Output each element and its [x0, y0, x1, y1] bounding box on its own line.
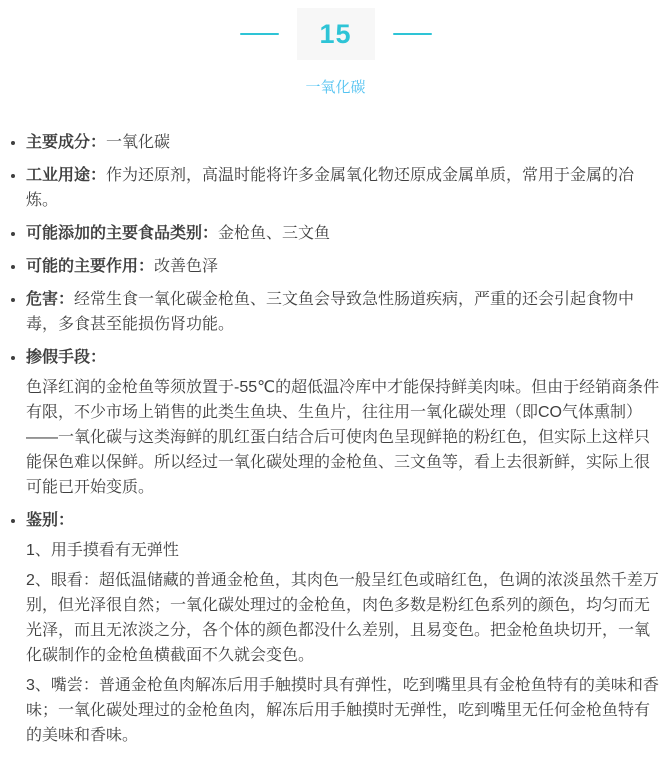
bullet-label: 主要成分：: [26, 134, 107, 151]
chapter-number: 15: [319, 18, 352, 49]
bullet-text: 经常生食一氧化碳金枪鱼、三文鱼会导致急性肠道疾病，严重的还会引起食物中毒，多食甚至能损伤肾功能。: [26, 291, 635, 333]
paragraph: 2、眼看：超低温储藏的普通金枪鱼，其肉色一般呈红色或暗红色，色调的浓淡虽然千差万别，但光泽很自然；一氧化碳处理过的金枪鱼，肉色多数是粉红色系列的颜色，均匀而无光泽，而且无浓淡之分，各个体的颜色都没什么差别，且易变色。把金枪鱼块切开，一氧化碳制作的金枪鱼横截面不久就会变色。: [26, 572, 659, 664]
bullet-item-food-categories: [26, 221, 663, 246]
paragraph: 1、用手摸看有无弹性: [26, 542, 179, 559]
section-subtitle: 一氧化碳: [305, 79, 366, 96]
chapter-header: [0, 8, 671, 60]
heading-dash-left: [240, 33, 279, 35]
bullet-label: 掺假手段：: [26, 349, 107, 366]
bullet-item-harm: [26, 287, 663, 337]
bullet-text: 改善色泽: [154, 258, 219, 275]
bullet-item-main-ingredient: [26, 130, 663, 155]
heading-dash-right: [393, 33, 432, 35]
bullet-label: 可能添加的主要食品类别：: [26, 225, 219, 242]
bullet-text: 作为还原剂，高温时能将许多金属氧化物还原成金属单质，常用于金属的冶炼。: [26, 167, 635, 209]
bullet-list: [8, 130, 663, 748]
paragraph: 色泽红润的金枪鱼等须放置于-55℃的超低温冷库中才能保持鲜美肉味。但由于经销商条件有限，不少市场上销售的此类生鱼块、生鱼片，往往用一氧化碳处理（即CO气体熏制）——一氧化碳与这类海鲜的肌红蛋白结合后可使肉色呈现鲜艳的粉红色，但实际上这样只能保色难以保鲜。所以经过一氧化碳处理的金枪鱼、三文鱼等，看上去很新鲜，实际上很可能已开始变质。: [26, 379, 660, 496]
chapter-number-box: [297, 8, 375, 60]
bullet-label: 鉴别：: [26, 512, 75, 529]
bullet-item-main-effect: [26, 254, 663, 279]
bullet-item-adulteration-method: [26, 345, 663, 500]
bullet-label: 工业用途：: [26, 167, 107, 184]
bullet-item-industrial-use: [26, 163, 663, 213]
bullet-item-identification: [26, 508, 663, 748]
article-body: [0, 97, 671, 766]
bullet-text: 金枪鱼、三文鱼: [218, 225, 331, 242]
paragraph: 3、嘴尝：普通金枪鱼肉解冻后用手触摸时具有弹性，吃到嘴里具有金枪鱼特有的美味和香味；一氧化碳处理过的金枪鱼肉，解冻后用手触摸时无弹性，吃到嘴里无任何金枪鱼特有的美味和香味。: [26, 677, 659, 744]
bullet-text: 一氧化碳: [106, 134, 171, 151]
bullet-label: 可能的主要作用：: [26, 258, 155, 275]
bullet-label: 危害：: [26, 291, 75, 308]
